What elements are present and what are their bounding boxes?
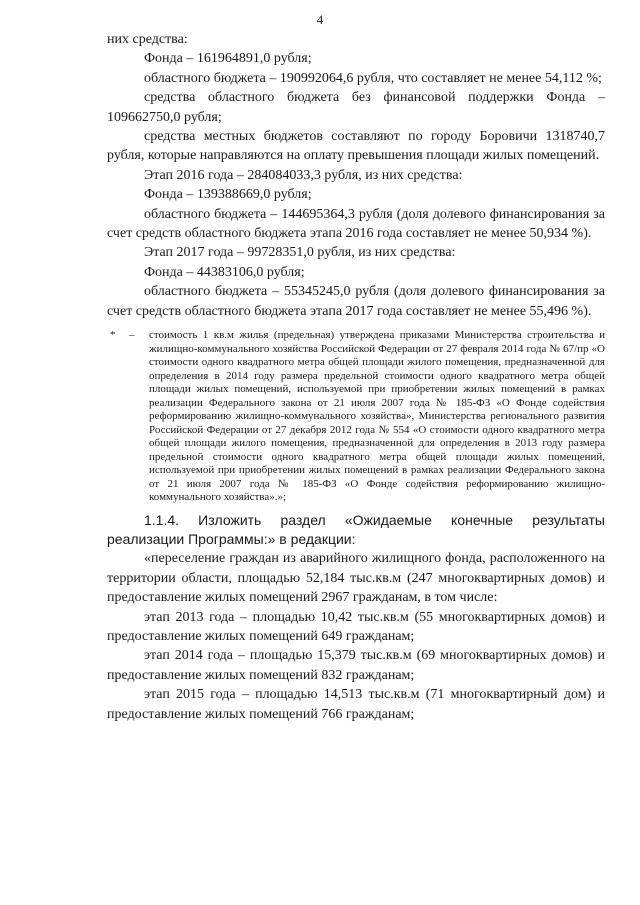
footnote-dash: – xyxy=(129,329,135,342)
footnote-text: стоимость 1 кв.м жилья (предельная) утверждена приказами Министерства строительства и жилищно-коммунального хозяйства Российской Федерации от 27 февраля 2014 года № 67/пр «О стоимости одного квадратного метра общей площади жилого помещения, предназначенной для определения в 2014 году размера предельной стоимости одного квадратного метра общей площади жилых помещений, используемой при приобретении жилых помещений в рамках реализации Федерального закона от 21 июля 2007 года № 185-ФЗ «О Фонде содействия реформированию жилищно-коммунального хозяйства», Министерства регионального развития Российской Федерации от 27 декабря 2012 года № 554 «О стоимости одного квадратного метра общей площади жилого помещения, предназначенной для определения в 2013 году размера предельной стоимости одного квадратного метра общей площади жилых помещений, используемой при приобретении жилых помещений в рамках реализации Федерального закона от 21 июля 2007 года № 185-ФЗ «О Фонде содействия реформированию жилищно-коммунального хозяйства».»; xyxy=(149,329,605,504)
paragraph-regional-2017: областного бюджета – 55345245,0 рубля (доля долевого финансирования за счет средств областного бюджета этапа 2017 года составляет не менее 55,496 %). xyxy=(107,284,605,319)
paragraph-stage-2016: Этап 2016 года – 284084033,3 рубля, из них средства: xyxy=(144,167,463,183)
paragraph-stage-2017: Этап 2017 года – 99728351,0 рубля, из них средства: xyxy=(144,245,456,261)
paragraph-stage-2014: этап 2014 года – площадью 15,379 тыс.кв.м (69 многоквартирных домов) и предоставление жилых помещений 832 гражданам; xyxy=(107,648,605,683)
paragraph-regional-budget: областного бюджета – 190992064,6 рубля, что составляет не менее 54,112 %; xyxy=(144,70,602,86)
paragraph-stage-2013: этап 2013 года – площадью 10,42 тыс.кв.м (55 многоквартирных домов) и предоставление жилых помещений 649 гражданам; xyxy=(107,609,605,645)
paragraph-continuation: них средства: xyxy=(107,32,188,47)
paragraph-fund-amount: Фонда – 161964891,0 рубля; xyxy=(144,51,312,67)
paragraph-regional-without-fund: средства областного бюджета без финансовой поддержки Фонда – 109662750,0 рубля; xyxy=(107,90,605,125)
footnote-marker: * xyxy=(110,329,116,342)
footnote xyxy=(107,329,605,505)
page-number: 4 xyxy=(316,12,324,27)
document-body xyxy=(107,30,605,724)
paragraph-stage-2015: этап 2015 года – площадью 14,513 тыс.кв.м (71 многоквартирный дом) и предоставление жилых помещений 766 гражданам; xyxy=(107,687,605,722)
section-heading: 1.1.4. Изложить раздел «Ожидаемые конечные результаты реализации Программы:» в редакции: xyxy=(107,511,605,547)
paragraph-regional-2016: областного бюджета – 144695364,3 рубля (доля долевого финансирования за счет средств областного бюджета этапа 2016 года составляет не менее 50,934 %). xyxy=(107,206,605,242)
paragraph-local-budgets: средства местных бюджетов составляют по городу Боровичи 1318740,7 рубля, которые направляются на оплату превышения площади жилых помещений. xyxy=(107,129,605,164)
paragraph-resettlement: «переселение граждан из аварийного жилищного фонда, расположенного на территории области, площадью 52,184 тыс.кв.м (247 многоквартирных домов) и предоставление жилых помещений 2967 гражданам, в том числе: xyxy=(107,551,605,606)
paragraph-fund-2016: Фонда – 139388669,0 рубля; xyxy=(144,187,312,203)
paragraph-fund-2017: Фонда – 44383106,0 рубля; xyxy=(144,264,305,280)
